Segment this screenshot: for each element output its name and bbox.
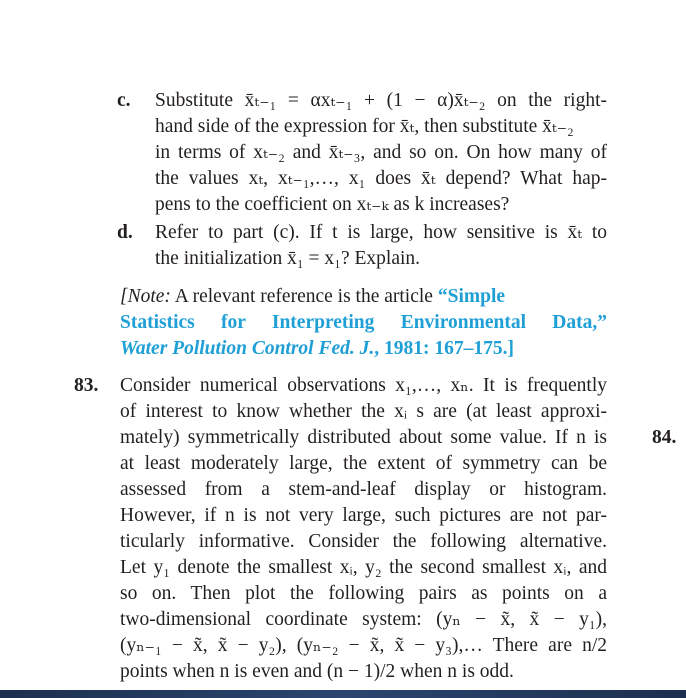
problem-83-line-7: ticularly informative. Consider the following alternative. [120,531,607,552]
problem-d-label: d. [117,222,133,243]
problem-83-line-2: of interest to know whether the xᵢ s are (at least approxi- [120,401,607,422]
problem-83-line-3: mately) symmetrically distributed about some value. If n is [120,427,607,448]
problem-83-line-9: so on. Then plot the following pairs as points on a [120,583,607,604]
note-line-1 [120,284,607,310]
problem-83-number: 83. [74,375,99,396]
problem-84-number: 84. [652,427,677,448]
problem-83-line-8: Let y₁ denote the smallest xᵢ, y₂ the second smallest xᵢ, and [120,557,607,578]
problem-c-label: c. [117,90,131,111]
note-text: A relevant reference is the article [174,286,433,307]
page-bottom-band [0,690,686,698]
note-link-start[interactable]: “Simple [437,286,506,307]
problem-83-line-4: at least moderately large, the extent of symmetry can be [120,453,607,474]
problem-83-line-10: two-dimensional coordinate system: (yₙ − x̃, x̃ − y₁), [120,609,607,630]
problem-c-line-3: in terms of xₜ₋₂ and x̄ₜ₋₃, and so on. On how many of [155,142,607,163]
note-citation[interactable]: , 1981: 167–175.] [374,338,515,359]
note-prefix: [Note: [120,286,171,307]
problem-d-line-2: the initialization x̄₁ = x₁? Explain. [155,248,421,269]
problem-c-line-4: the values xₜ, xₜ₋₁,…, x₁ does x̄ₜ depend? What hap- [155,168,607,189]
problem-83-line-6: However, if n is not very large, such pictures are not par- [120,505,607,526]
problem-c-line-2: hand side of the expression for x̄ₜ, then substitute x̄ₜ₋₂ [155,116,574,137]
note-link-title[interactable]: Statistics for Interpreting Environmental Data,” [120,312,607,333]
problem-83-line-5: assessed from a stem-and-leaf display or histogram. [120,479,607,500]
problem-83-line-1: Consider numerical observations x₁,…, xₙ. It is frequently [120,375,607,396]
problem-83-line-12: points when n is even and (n − 1)/2 when n is odd. [120,661,514,682]
note-journal[interactable]: Water Pollution Control Fed. J. [120,338,375,359]
problem-83-line-11: (yₙ₋₁ − x̃, x̃ − y₂), (yₙ₋₂ − x̃, x̃ − y₃),… There are n/2 [120,635,607,656]
note-line-3 [120,336,514,362]
problem-d-line-1: Refer to part (c). If t is large, how sensitive is x̄ₜ to [155,222,607,243]
problem-c-line-5: pens to the coefficient on xₜ₋ₖ as k increases? [155,194,510,215]
problem-c-line-1: Substitute x̄ₜ₋₁ = αxₜ₋₁ + (1 − α)x̄ₜ₋₂ on the right- [155,90,607,111]
